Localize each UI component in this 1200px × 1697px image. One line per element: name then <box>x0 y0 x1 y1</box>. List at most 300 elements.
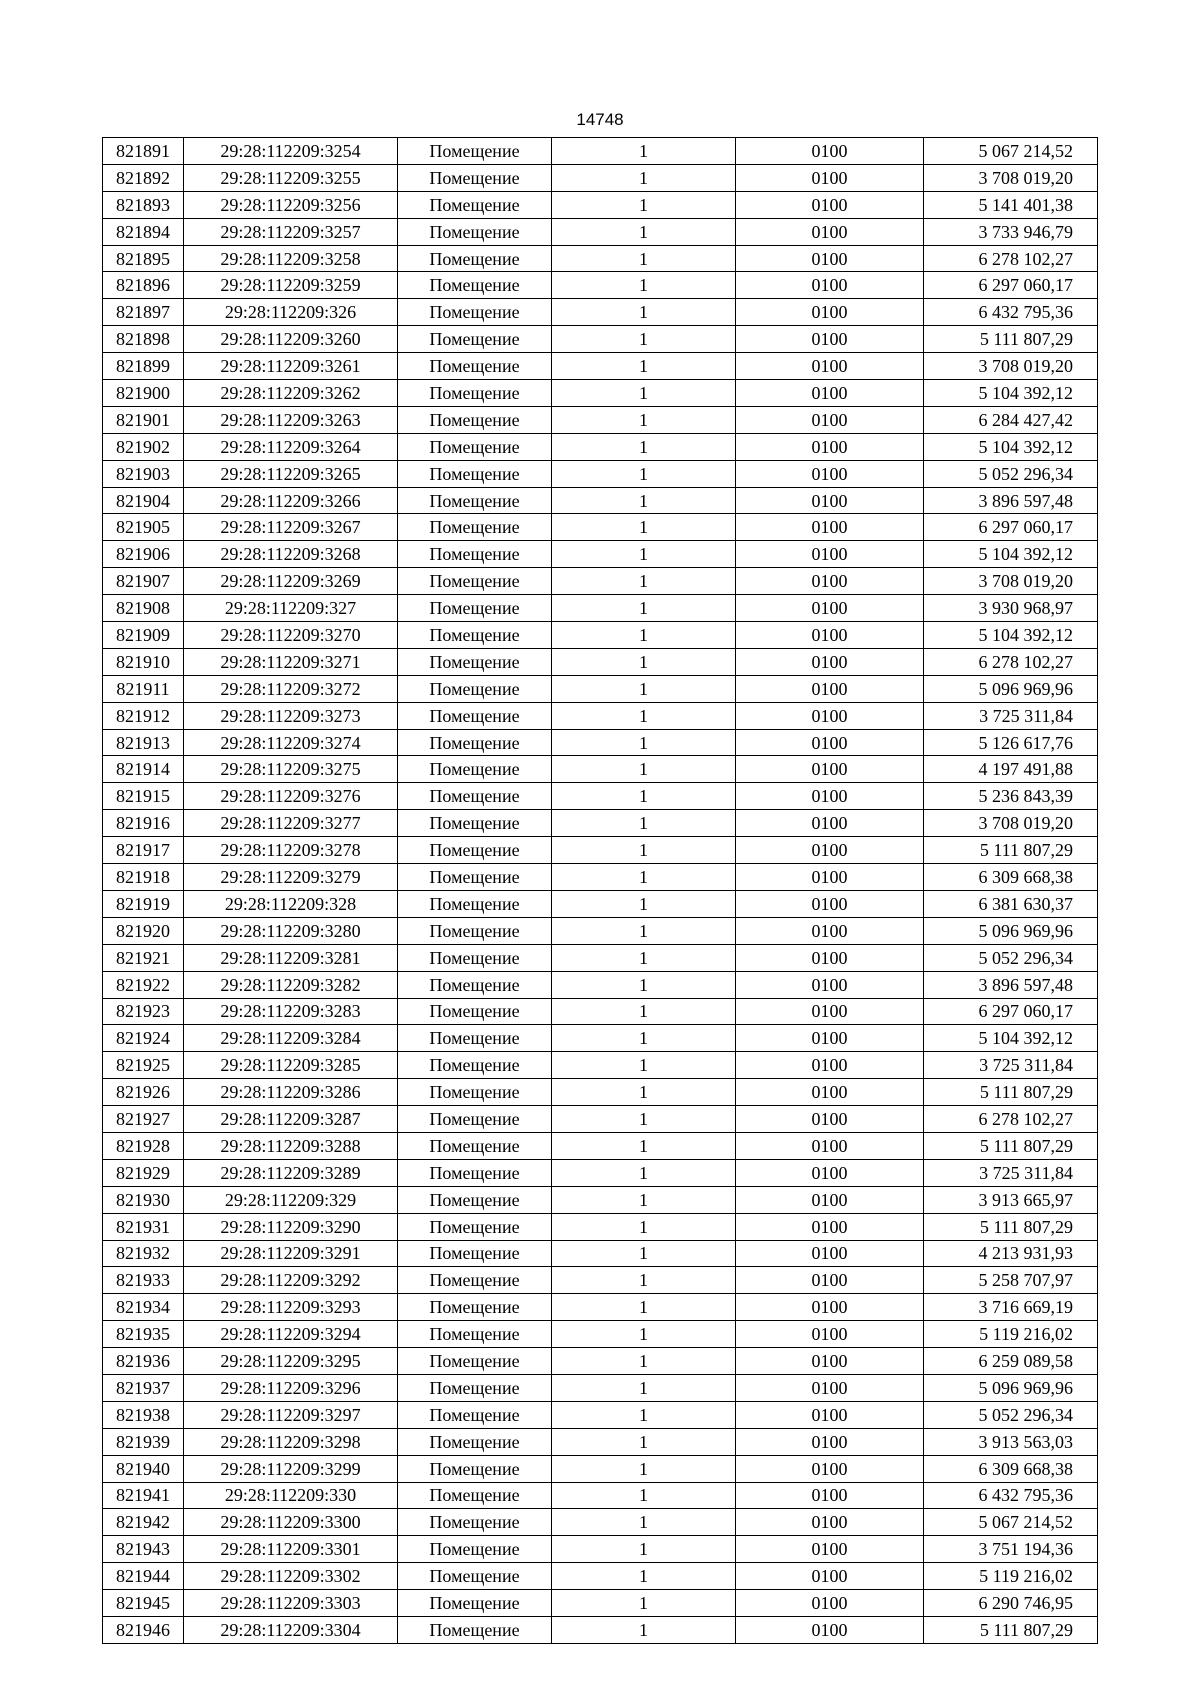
code-cell: 0100 <box>736 622 924 649</box>
cadastral-value-cell: 5 067 214,52 <box>924 138 1098 165</box>
table-row <box>103 1590 1098 1617</box>
quantity-cell: 1 <box>552 218 736 245</box>
table-row <box>103 299 1098 326</box>
object-type-cell: Помещение <box>398 1079 552 1106</box>
table-row <box>103 1616 1098 1643</box>
cadastral-number-cell: 29:28:112209:3298 <box>184 1428 398 1455</box>
object-type-cell: Помещение <box>398 1401 552 1428</box>
cadastral-number-cell: 29:28:112209:3287 <box>184 1106 398 1133</box>
cadastral-value-cell: 3 725 311,84 <box>924 1052 1098 1079</box>
cadastral-number-cell: 29:28:112209:3288 <box>184 1132 398 1159</box>
table-row <box>103 191 1098 218</box>
quantity-cell: 1 <box>552 1159 736 1186</box>
code-cell: 0100 <box>736 917 924 944</box>
object-type-cell: Помещение <box>398 1213 552 1240</box>
table-row <box>103 1294 1098 1321</box>
code-cell: 0100 <box>736 433 924 460</box>
cadastral-value-cell: 5 141 401,38 <box>924 191 1098 218</box>
row-number-cell: 821906 <box>103 541 184 568</box>
row-number-cell: 821923 <box>103 998 184 1025</box>
cadastral-value-cell: 3 725 311,84 <box>924 1159 1098 1186</box>
quantity-cell: 1 <box>552 1240 736 1267</box>
row-number-cell: 821904 <box>103 487 184 514</box>
cadastral-value-cell: 6 284 427,42 <box>924 406 1098 433</box>
table-row <box>103 514 1098 541</box>
code-cell: 0100 <box>736 1536 924 1563</box>
table-row <box>103 568 1098 595</box>
quantity-cell: 1 <box>552 1563 736 1590</box>
object-type-cell: Помещение <box>398 810 552 837</box>
table-row <box>103 1079 1098 1106</box>
quantity-cell: 1 <box>552 702 736 729</box>
code-cell: 0100 <box>736 1616 924 1643</box>
object-type-cell: Помещение <box>398 1536 552 1563</box>
cadastral-number-cell: 29:28:112209:3285 <box>184 1052 398 1079</box>
cadastral-value-cell: 6 309 668,38 <box>924 1455 1098 1482</box>
object-type-cell: Помещение <box>398 1132 552 1159</box>
object-type-cell: Помещение <box>398 406 552 433</box>
object-type-cell: Помещение <box>398 1052 552 1079</box>
table-row <box>103 326 1098 353</box>
code-cell: 0100 <box>736 944 924 971</box>
object-type-cell: Помещение <box>398 998 552 1025</box>
cadastral-value-cell: 5 104 392,12 <box>924 380 1098 407</box>
code-cell: 0100 <box>736 971 924 998</box>
cadastral-value-cell: 5 111 807,29 <box>924 837 1098 864</box>
cadastral-value-cell: 6 432 795,36 <box>924 299 1098 326</box>
cadastral-number-cell: 29:28:112209:3269 <box>184 568 398 595</box>
cadastral-value-cell: 5 111 807,29 <box>924 1616 1098 1643</box>
quantity-cell: 1 <box>552 1348 736 1375</box>
table-row <box>103 1482 1098 1509</box>
table-row <box>103 460 1098 487</box>
row-number-cell: 821909 <box>103 622 184 649</box>
cadastral-value-cell: 5 096 969,96 <box>924 1374 1098 1401</box>
quantity-cell: 1 <box>552 944 736 971</box>
register-table <box>102 137 1098 1644</box>
quantity-cell: 1 <box>552 1025 736 1052</box>
quantity-cell: 1 <box>552 1509 736 1536</box>
cadastral-number-cell: 29:28:112209:3300 <box>184 1509 398 1536</box>
cadastral-number-cell: 29:28:112209:3301 <box>184 1536 398 1563</box>
cadastral-number-cell: 29:28:112209:330 <box>184 1482 398 1509</box>
row-number-cell: 821900 <box>103 380 184 407</box>
row-number-cell: 821919 <box>103 890 184 917</box>
row-number-cell: 821894 <box>103 218 184 245</box>
cadastral-value-cell: 6 309 668,38 <box>924 864 1098 891</box>
code-cell: 0100 <box>736 138 924 165</box>
cadastral-value-cell: 5 096 969,96 <box>924 675 1098 702</box>
row-number-cell: 821920 <box>103 917 184 944</box>
quantity-cell: 1 <box>552 245 736 272</box>
cadastral-number-cell: 29:28:112209:3277 <box>184 810 398 837</box>
row-number-cell: 821929 <box>103 1159 184 1186</box>
code-cell: 0100 <box>736 648 924 675</box>
table-row <box>103 487 1098 514</box>
cadastral-value-cell: 5 067 214,52 <box>924 1509 1098 1536</box>
code-cell: 0100 <box>736 245 924 272</box>
quantity-cell: 1 <box>552 783 736 810</box>
object-type-cell: Помещение <box>398 729 552 756</box>
row-number-cell: 821917 <box>103 837 184 864</box>
row-number-cell: 821934 <box>103 1294 184 1321</box>
quantity-cell: 1 <box>552 1482 736 1509</box>
cadastral-value-cell: 3 716 669,19 <box>924 1294 1098 1321</box>
cadastral-value-cell: 5 052 296,34 <box>924 460 1098 487</box>
row-number-cell: 821931 <box>103 1213 184 1240</box>
table-row <box>103 622 1098 649</box>
quantity-cell: 1 <box>552 514 736 541</box>
cadastral-value-cell: 6 259 089,58 <box>924 1348 1098 1375</box>
cadastral-number-cell: 29:28:112209:3278 <box>184 837 398 864</box>
code-cell: 0100 <box>736 1159 924 1186</box>
cadastral-value-cell: 3 708 019,20 <box>924 810 1098 837</box>
cadastral-value-cell: 5 111 807,29 <box>924 326 1098 353</box>
quantity-cell: 1 <box>552 272 736 299</box>
code-cell: 0100 <box>736 1509 924 1536</box>
code-cell: 0100 <box>736 702 924 729</box>
table-row <box>103 1240 1098 1267</box>
cadastral-number-cell: 29:28:112209:3297 <box>184 1401 398 1428</box>
row-number-cell: 821938 <box>103 1401 184 1428</box>
row-number-cell: 821914 <box>103 756 184 783</box>
cadastral-value-cell: 3 708 019,20 <box>924 353 1098 380</box>
cadastral-number-cell: 29:28:112209:3281 <box>184 944 398 971</box>
cadastral-value-cell: 6 297 060,17 <box>924 272 1098 299</box>
table-row <box>103 1186 1098 1213</box>
quantity-cell: 1 <box>552 1132 736 1159</box>
cadastral-value-cell: 5 052 296,34 <box>924 1401 1098 1428</box>
quantity-cell: 1 <box>552 1213 736 1240</box>
object-type-cell: Помещение <box>398 917 552 944</box>
cadastral-number-cell: 29:28:112209:3280 <box>184 917 398 944</box>
quantity-cell: 1 <box>552 648 736 675</box>
cadastral-number-cell: 29:28:112209:3295 <box>184 1348 398 1375</box>
row-number-cell: 821892 <box>103 164 184 191</box>
cadastral-number-cell: 29:28:112209:3302 <box>184 1563 398 1590</box>
quantity-cell: 1 <box>552 1590 736 1617</box>
cadastral-value-cell: 5 111 807,29 <box>924 1132 1098 1159</box>
cadastral-value-cell: 5 111 807,29 <box>924 1213 1098 1240</box>
cadastral-number-cell: 29:28:112209:3262 <box>184 380 398 407</box>
code-cell: 0100 <box>736 837 924 864</box>
object-type-cell: Помещение <box>398 648 552 675</box>
cadastral-value-cell: 4 197 491,88 <box>924 756 1098 783</box>
table-row <box>103 1052 1098 1079</box>
quantity-cell: 1 <box>552 568 736 595</box>
cadastral-value-cell: 4 213 931,93 <box>924 1240 1098 1267</box>
cadastral-number-cell: 29:28:112209:3275 <box>184 756 398 783</box>
cadastral-number-cell: 29:28:112209:3263 <box>184 406 398 433</box>
row-number-cell: 821937 <box>103 1374 184 1401</box>
cadastral-value-cell: 3 896 597,48 <box>924 487 1098 514</box>
cadastral-number-cell: 29:28:112209:329 <box>184 1186 398 1213</box>
code-cell: 0100 <box>736 1321 924 1348</box>
code-cell: 0100 <box>736 272 924 299</box>
quantity-cell: 1 <box>552 864 736 891</box>
row-number-cell: 821941 <box>103 1482 184 1509</box>
table-row <box>103 783 1098 810</box>
quantity-cell: 1 <box>552 1616 736 1643</box>
object-type-cell: Помещение <box>398 595 552 622</box>
table-row <box>103 541 1098 568</box>
object-type-cell: Помещение <box>398 164 552 191</box>
table-row <box>103 675 1098 702</box>
quantity-cell: 1 <box>552 837 736 864</box>
code-cell: 0100 <box>736 164 924 191</box>
cadastral-number-cell: 29:28:112209:3276 <box>184 783 398 810</box>
table-row <box>103 810 1098 837</box>
quantity-cell: 1 <box>552 1401 736 1428</box>
code-cell: 0100 <box>736 1240 924 1267</box>
code-cell: 0100 <box>736 353 924 380</box>
cadastral-number-cell: 29:28:112209:328 <box>184 890 398 917</box>
quantity-cell: 1 <box>552 353 736 380</box>
cadastral-value-cell: 3 913 665,97 <box>924 1186 1098 1213</box>
object-type-cell: Помещение <box>398 1348 552 1375</box>
object-type-cell: Помещение <box>398 756 552 783</box>
quantity-cell: 1 <box>552 622 736 649</box>
cadastral-number-cell: 29:28:112209:3265 <box>184 460 398 487</box>
quantity-cell: 1 <box>552 1374 736 1401</box>
cadastral-value-cell: 6 278 102,27 <box>924 245 1098 272</box>
code-cell: 0100 <box>736 406 924 433</box>
cadastral-number-cell: 29:28:112209:3268 <box>184 541 398 568</box>
row-number-cell: 821908 <box>103 595 184 622</box>
quantity-cell: 1 <box>552 164 736 191</box>
cadastral-value-cell: 3 896 597,48 <box>924 971 1098 998</box>
table-row <box>103 218 1098 245</box>
code-cell: 0100 <box>736 218 924 245</box>
quantity-cell: 1 <box>552 917 736 944</box>
cadastral-value-cell: 5 104 392,12 <box>924 541 1098 568</box>
row-number-cell: 821943 <box>103 1536 184 1563</box>
object-type-cell: Помещение <box>398 622 552 649</box>
quantity-cell: 1 <box>552 1455 736 1482</box>
cadastral-value-cell: 6 381 630,37 <box>924 890 1098 917</box>
cadastral-value-cell: 3 751 194,36 <box>924 1536 1098 1563</box>
row-number-cell: 821927 <box>103 1106 184 1133</box>
object-type-cell: Помещение <box>398 1159 552 1186</box>
row-number-cell: 821924 <box>103 1025 184 1052</box>
table-row <box>103 1106 1098 1133</box>
cadastral-number-cell: 29:28:112209:3290 <box>184 1213 398 1240</box>
quantity-cell: 1 <box>552 890 736 917</box>
cadastral-value-cell: 3 913 563,03 <box>924 1428 1098 1455</box>
object-type-cell: Помещение <box>398 971 552 998</box>
code-cell: 0100 <box>736 1374 924 1401</box>
cadastral-value-cell: 5 104 392,12 <box>924 622 1098 649</box>
row-number-cell: 821940 <box>103 1455 184 1482</box>
code-cell: 0100 <box>736 191 924 218</box>
code-cell: 0100 <box>736 890 924 917</box>
row-number-cell: 821895 <box>103 245 184 272</box>
quantity-cell: 1 <box>552 1267 736 1294</box>
cadastral-number-cell: 29:28:112209:3270 <box>184 622 398 649</box>
cadastral-number-cell: 29:28:112209:3256 <box>184 191 398 218</box>
code-cell: 0100 <box>736 1590 924 1617</box>
cadastral-number-cell: 29:28:112209:3274 <box>184 729 398 756</box>
table-row <box>103 1159 1098 1186</box>
cadastral-number-cell: 29:28:112209:3291 <box>184 1240 398 1267</box>
cadastral-value-cell: 5 119 216,02 <box>924 1321 1098 1348</box>
cadastral-number-cell: 29:28:112209:3255 <box>184 164 398 191</box>
object-type-cell: Помещение <box>398 514 552 541</box>
code-cell: 0100 <box>736 1052 924 1079</box>
row-number-cell: 821926 <box>103 1079 184 1106</box>
table-row <box>103 864 1098 891</box>
code-cell: 0100 <box>736 1563 924 1590</box>
object-type-cell: Помещение <box>398 783 552 810</box>
code-cell: 0100 <box>736 1348 924 1375</box>
row-number-cell: 821902 <box>103 433 184 460</box>
code-cell: 0100 <box>736 1267 924 1294</box>
code-cell: 0100 <box>736 675 924 702</box>
object-type-cell: Помещение <box>398 1563 552 1590</box>
cadastral-value-cell: 6 290 746,95 <box>924 1590 1098 1617</box>
code-cell: 0100 <box>736 541 924 568</box>
row-number-cell: 821928 <box>103 1132 184 1159</box>
row-number-cell: 821944 <box>103 1563 184 1590</box>
table-row <box>103 971 1098 998</box>
cadastral-value-cell: 3 725 311,84 <box>924 702 1098 729</box>
table-row <box>103 890 1098 917</box>
object-type-cell: Помещение <box>398 353 552 380</box>
cadastral-number-cell: 29:28:112209:3257 <box>184 218 398 245</box>
object-type-cell: Помещение <box>398 272 552 299</box>
row-number-cell: 821905 <box>103 514 184 541</box>
code-cell: 0100 <box>736 514 924 541</box>
table-row <box>103 1509 1098 1536</box>
quantity-cell: 1 <box>552 1294 736 1321</box>
row-number-cell: 821918 <box>103 864 184 891</box>
quantity-cell: 1 <box>552 1106 736 1133</box>
object-type-cell: Помещение <box>398 1509 552 1536</box>
object-type-cell: Помещение <box>398 1455 552 1482</box>
row-number-cell: 821901 <box>103 406 184 433</box>
code-cell: 0100 <box>736 1428 924 1455</box>
quantity-cell: 1 <box>552 810 736 837</box>
object-type-cell: Помещение <box>398 864 552 891</box>
code-cell: 0100 <box>736 595 924 622</box>
table-row <box>103 138 1098 165</box>
row-number-cell: 821936 <box>103 1348 184 1375</box>
cadastral-number-cell: 29:28:112209:3267 <box>184 514 398 541</box>
row-number-cell: 821921 <box>103 944 184 971</box>
object-type-cell: Помещение <box>398 568 552 595</box>
cadastral-number-cell: 29:28:112209:3259 <box>184 272 398 299</box>
table-row <box>103 1428 1098 1455</box>
table-row <box>103 837 1098 864</box>
cadastral-value-cell: 5 111 807,29 <box>924 1079 1098 1106</box>
object-type-cell: Помещение <box>398 1186 552 1213</box>
row-number-cell: 821932 <box>103 1240 184 1267</box>
table-row <box>103 1401 1098 1428</box>
row-number-cell: 821893 <box>103 191 184 218</box>
cadastral-number-cell: 29:28:112209:3284 <box>184 1025 398 1052</box>
cadastral-number-cell: 29:28:112209:3279 <box>184 864 398 891</box>
object-type-cell: Помещение <box>398 1428 552 1455</box>
cadastral-value-cell: 5 096 969,96 <box>924 917 1098 944</box>
code-cell: 0100 <box>736 783 924 810</box>
cadastral-value-cell: 5 236 843,39 <box>924 783 1098 810</box>
cadastral-number-cell: 29:28:112209:3264 <box>184 433 398 460</box>
table-row <box>103 406 1098 433</box>
cadastral-number-cell: 29:28:112209:3283 <box>184 998 398 1025</box>
object-type-cell: Помещение <box>398 1025 552 1052</box>
cadastral-value-cell: 5 258 707,97 <box>924 1267 1098 1294</box>
table-row <box>103 1025 1098 1052</box>
row-number-cell: 821915 <box>103 783 184 810</box>
object-type-cell: Помещение <box>398 245 552 272</box>
cadastral-number-cell: 29:28:112209:3266 <box>184 487 398 514</box>
code-cell: 0100 <box>736 998 924 1025</box>
cadastral-value-cell: 5 126 617,76 <box>924 729 1098 756</box>
cadastral-value-cell: 5 104 392,12 <box>924 433 1098 460</box>
table-row <box>103 648 1098 675</box>
quantity-cell: 1 <box>552 1052 736 1079</box>
object-type-cell: Помещение <box>398 541 552 568</box>
row-number-cell: 821903 <box>103 460 184 487</box>
cadastral-number-cell: 29:28:112209:3271 <box>184 648 398 675</box>
cadastral-number-cell: 29:28:112209:327 <box>184 595 398 622</box>
cadastral-number-cell: 29:28:112209:3282 <box>184 971 398 998</box>
table-row <box>103 433 1098 460</box>
cadastral-number-cell: 29:28:112209:3260 <box>184 326 398 353</box>
object-type-cell: Помещение <box>398 944 552 971</box>
object-type-cell: Помещение <box>398 1482 552 1509</box>
code-cell: 0100 <box>736 1186 924 1213</box>
row-number-cell: 821899 <box>103 353 184 380</box>
object-type-cell: Помещение <box>398 299 552 326</box>
quantity-cell: 1 <box>552 971 736 998</box>
row-number-cell: 821933 <box>103 1267 184 1294</box>
table-row <box>103 164 1098 191</box>
quantity-cell: 1 <box>552 1079 736 1106</box>
quantity-cell: 1 <box>552 1321 736 1348</box>
quantity-cell: 1 <box>552 380 736 407</box>
table-row <box>103 1536 1098 1563</box>
row-number-cell: 821907 <box>103 568 184 595</box>
code-cell: 0100 <box>736 1294 924 1321</box>
quantity-cell: 1 <box>552 675 736 702</box>
code-cell: 0100 <box>736 756 924 783</box>
code-cell: 0100 <box>736 864 924 891</box>
code-cell: 0100 <box>736 487 924 514</box>
row-number-cell: 821912 <box>103 702 184 729</box>
code-cell: 0100 <box>736 1401 924 1428</box>
code-cell: 0100 <box>736 1079 924 1106</box>
row-number-cell: 821946 <box>103 1616 184 1643</box>
code-cell: 0100 <box>736 1455 924 1482</box>
quantity-cell: 1 <box>552 326 736 353</box>
quantity-cell: 1 <box>552 1186 736 1213</box>
quantity-cell: 1 <box>552 433 736 460</box>
quantity-cell: 1 <box>552 138 736 165</box>
cadastral-value-cell: 6 278 102,27 <box>924 648 1098 675</box>
object-type-cell: Помещение <box>398 890 552 917</box>
cadastral-value-cell: 3 930 968,97 <box>924 595 1098 622</box>
code-cell: 0100 <box>736 1025 924 1052</box>
quantity-cell: 1 <box>552 460 736 487</box>
object-type-cell: Помещение <box>398 1321 552 1348</box>
table-row <box>103 245 1098 272</box>
cadastral-value-cell: 6 297 060,17 <box>924 514 1098 541</box>
code-cell: 0100 <box>736 1106 924 1133</box>
object-type-cell: Помещение <box>398 138 552 165</box>
cadastral-number-cell: 29:28:112209:3294 <box>184 1321 398 1348</box>
table-row <box>103 1213 1098 1240</box>
